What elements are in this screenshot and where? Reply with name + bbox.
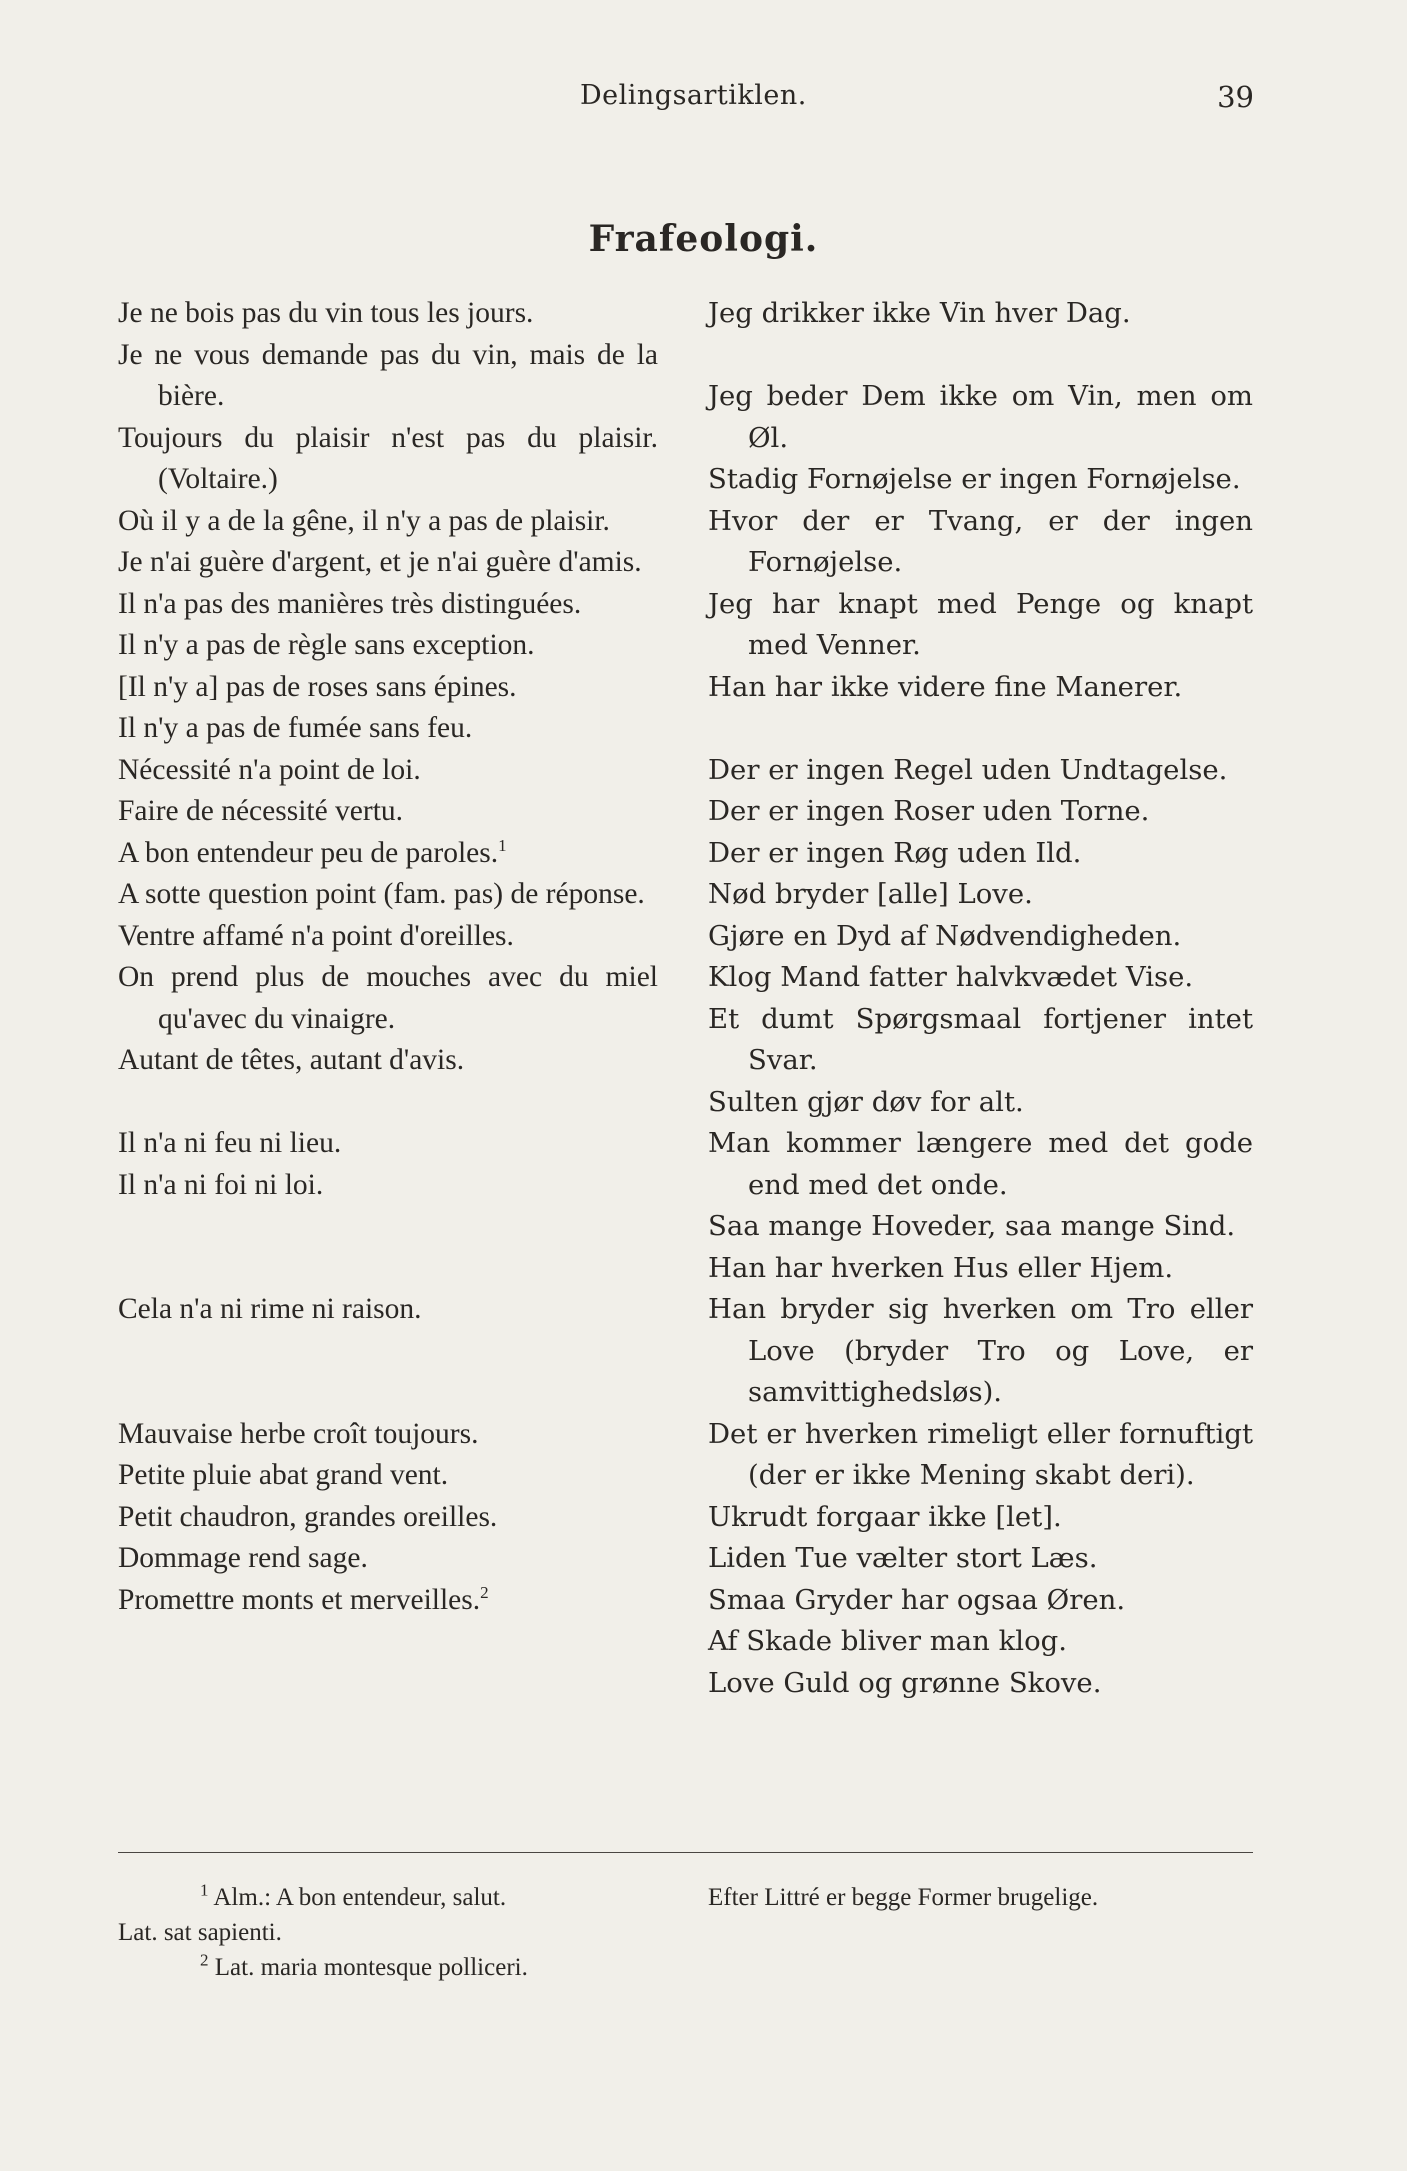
norwegian-phrase (708, 1538, 1253, 1580)
french-phrase (118, 625, 658, 667)
french-phrase (118, 293, 658, 335)
norwegian-phrase (708, 584, 1253, 667)
french-phrase (118, 1123, 658, 1165)
french-phrase-text: [Il n'y a] pas de roses sans épines. (118, 670, 517, 703)
norwegian-phrase-text: Af Skade bliver man klog. (708, 1625, 1067, 1657)
running-head: Delingsartiklen. (580, 80, 807, 111)
norwegian-phrase-text: Der er ingen Roser uden Torne. (708, 795, 1150, 827)
spacer (708, 335, 1253, 377)
norwegian-phrase (708, 1414, 1253, 1497)
french-phrase (118, 750, 658, 792)
norwegian-phrase (708, 1580, 1253, 1622)
norwegian-phrase-text: Der er ingen Regel uden Undtagelse. (708, 753, 1228, 786)
page-header (560, 80, 1260, 120)
french-phrase-text: Faire de nécessité vertu. (118, 795, 404, 827)
french-phrase (118, 667, 658, 709)
norwegian-phrase (708, 293, 1253, 335)
norwegian-phrase-text: Et dumt Spørgsmaal fortjener intet Svar. (708, 1002, 1253, 1076)
norwegian-phrase (708, 833, 1253, 875)
french-phrase (118, 501, 658, 543)
french-phrase (118, 1455, 658, 1497)
norwegian-phrase (708, 1497, 1253, 1539)
norwegian-phrase-text: Sulten gjør døv for alt. (708, 1085, 1024, 1118)
footnote-1-note: Efter Littré er begge Former brugelige. (708, 1884, 1099, 1911)
norwegian-phrase (708, 999, 1253, 1082)
norwegian-phrase-text: Nød bryder [alle] Love. (708, 878, 1033, 910)
norwegian-phrase (708, 916, 1253, 958)
footnote-1 (118, 1880, 1258, 1915)
norwegian-phrase (708, 1663, 1253, 1705)
footnote-mark: 2 (200, 1950, 209, 1970)
footnote-mark: 1 (200, 1880, 209, 1900)
footnote-1-continuation: Lat. sat sapienti. (118, 1919, 282, 1946)
french-phrase (118, 833, 658, 875)
norwegian-phrase-text: Stadig Fornøjelse er ingen Fornøjelse. (708, 463, 1241, 495)
french-phrase-text: A bon entendeur peu de paroles. (118, 836, 499, 869)
french-phrase (118, 1538, 658, 1580)
norwegian-phrase (708, 1248, 1253, 1290)
french-phrase-text: On prend plus de mouches avec du miel qu'avec du vinaigre. (118, 961, 658, 1035)
norwegian-phrase (708, 791, 1253, 833)
norwegian-phrase-text: Man kommer længere med det gode end med det onde. (708, 1127, 1253, 1201)
french-phrase (118, 1289, 658, 1331)
spacer (118, 1331, 658, 1414)
french-phrase-text: Autant de têtes, autant d'avis. (118, 1044, 465, 1076)
spacer (708, 708, 1253, 750)
footnote-reference: 1 (498, 835, 507, 855)
french-phrase (118, 791, 658, 833)
norwegian-phrase (708, 501, 1253, 584)
norwegian-phrase (708, 874, 1253, 916)
french-phrase-text: Ventre affamé n'a point d'oreilles. (118, 919, 514, 952)
french-phrase-text: Il n'y a pas de fumée sans feu. (118, 712, 473, 744)
norwegian-phrase (708, 376, 1253, 459)
french-phrase-text: Je n'ai guère d'argent, et je n'ai guère d'amis. (118, 546, 642, 578)
french-phrase-text: Promettre monts et merveilles. (118, 1583, 481, 1616)
french-phrase (118, 1165, 658, 1207)
norwegian-phrase-text: Det er hverken rimeligt eller fornuftigt (der er ikke Mening skabt deri). (708, 1417, 1253, 1491)
french-phrase (118, 708, 658, 750)
french-phrase (118, 874, 658, 916)
french-phrase-text: Je ne bois pas du vin tous les jours. (118, 297, 534, 329)
norwegian-phrase-text: Ukrudt forgaar ikke [let]. (708, 1500, 1062, 1533)
norwegian-phrase-text: Jeg beder Dem ikke om Vin, men om Øl. (708, 380, 1253, 454)
french-phrase (118, 418, 658, 501)
page-number: 39 (1217, 80, 1254, 114)
french-phrase (118, 916, 658, 958)
french-phrase-text: Cela n'a ni rime ni raison. (118, 1293, 422, 1325)
norwegian-phrase (708, 459, 1253, 501)
norwegian-phrase-text: Han har ikke videre fine Manerer. (708, 670, 1183, 703)
norwegian-phrase-text: Liden Tue vælter stort Læs. (708, 1542, 1098, 1574)
spacer (118, 1082, 658, 1124)
french-phrase (118, 1040, 658, 1082)
french-phrase-text: Il n'a ni foi ni loi. (118, 1168, 324, 1201)
norwegian-phrase (708, 1123, 1253, 1206)
french-phrase (118, 957, 658, 1040)
french-phrase-text: Mauvaise herbe croît toujours. (118, 1417, 479, 1450)
norwegian-phrase (708, 1206, 1253, 1248)
french-phrase (118, 542, 658, 584)
french-phrase (118, 584, 658, 626)
french-phrase-text: Toujours du plaisir n'est pas du plaisir. (Voltaire.) (118, 421, 658, 495)
norwegian-phrase-text: Smaa Gryder har ogsaa Øren. (708, 1583, 1126, 1616)
norwegian-phrase-text: Han bryder sig hverken om Tro eller Love (bryder Tro og Love, er samvittighedsløs). (708, 1293, 1253, 1408)
norwegian-phrase-text: Klog Mand fatter halvkvædet Vise. (708, 961, 1194, 993)
footnotes (118, 1880, 1258, 1985)
norwegian-phrase (708, 1621, 1253, 1663)
french-phrase-text: Nécessité n'a point de loi. (118, 753, 421, 786)
norwegian-phrase (708, 667, 1253, 709)
norwegian-phrase (708, 1082, 1253, 1124)
section-title: Frafeologi. (588, 218, 819, 260)
norwegian-phrase-text: Love Guld og grønne Skove. (708, 1666, 1102, 1699)
footnote-1-text: Alm.: A bon entendeur, salut. (213, 1884, 507, 1911)
french-phrase (118, 1497, 658, 1539)
french-phrase (118, 1414, 658, 1456)
norwegian-phrase-text: Saa mange Hoveder, saa mange Sind. (708, 1210, 1236, 1242)
footnote-rule (118, 1852, 1253, 1853)
norwegian-phrase (708, 957, 1253, 999)
footnote-2 (118, 1950, 1258, 1985)
french-phrase-text: Il n'a pas des manières très distinguées. (118, 587, 582, 620)
french-phrase-text: Dommage rend sage. (118, 1542, 368, 1574)
french-phrase-text: Il n'a ni feu ni lieu. (118, 1127, 342, 1159)
norwegian-phrase-text: Jeg har knapt med Penge og knapt med Venner. (708, 587, 1253, 661)
norwegian-phrase (708, 750, 1253, 792)
french-phrase-text: Petit chaudron, grandes oreilles. (118, 1500, 498, 1533)
spacer (118, 1206, 658, 1289)
french-phrase (118, 1580, 658, 1622)
norwegian-phrase (708, 1289, 1253, 1414)
norwegian-column (708, 293, 1253, 1704)
french-phrase (118, 335, 658, 418)
norwegian-phrase-text: Gjøre en Dyd af Nødvendigheden. (708, 919, 1182, 952)
norwegian-phrase-text: Han har hverken Hus eller Hjem. (708, 1251, 1174, 1284)
french-phrase-text: Je ne vous demande pas du vin, mais de la bière. (118, 338, 658, 412)
french-column (118, 293, 658, 1621)
french-phrase-text: A sotte question point (fam. pas) de réponse. (118, 878, 645, 910)
french-phrase-text: Où il y a de la gêne, il n'y a pas de plaisir. (118, 504, 610, 537)
norwegian-phrase-text: Der er ingen Røg uden Ild. (708, 836, 1082, 869)
french-phrase-text: Il n'y a pas de règle sans exception. (118, 629, 535, 661)
footnote-reference: 2 (480, 1582, 489, 1602)
french-phrase-text: Petite pluie abat grand vent. (118, 1459, 449, 1491)
footnote-2-text: Lat. maria montesque polliceri. (214, 1954, 528, 1981)
norwegian-phrase-text: Hvor der er Tvang, er der ingen Fornøjelse. (708, 504, 1253, 578)
norwegian-phrase-text: Jeg drikker ikke Vin hver Dag. (708, 297, 1131, 329)
